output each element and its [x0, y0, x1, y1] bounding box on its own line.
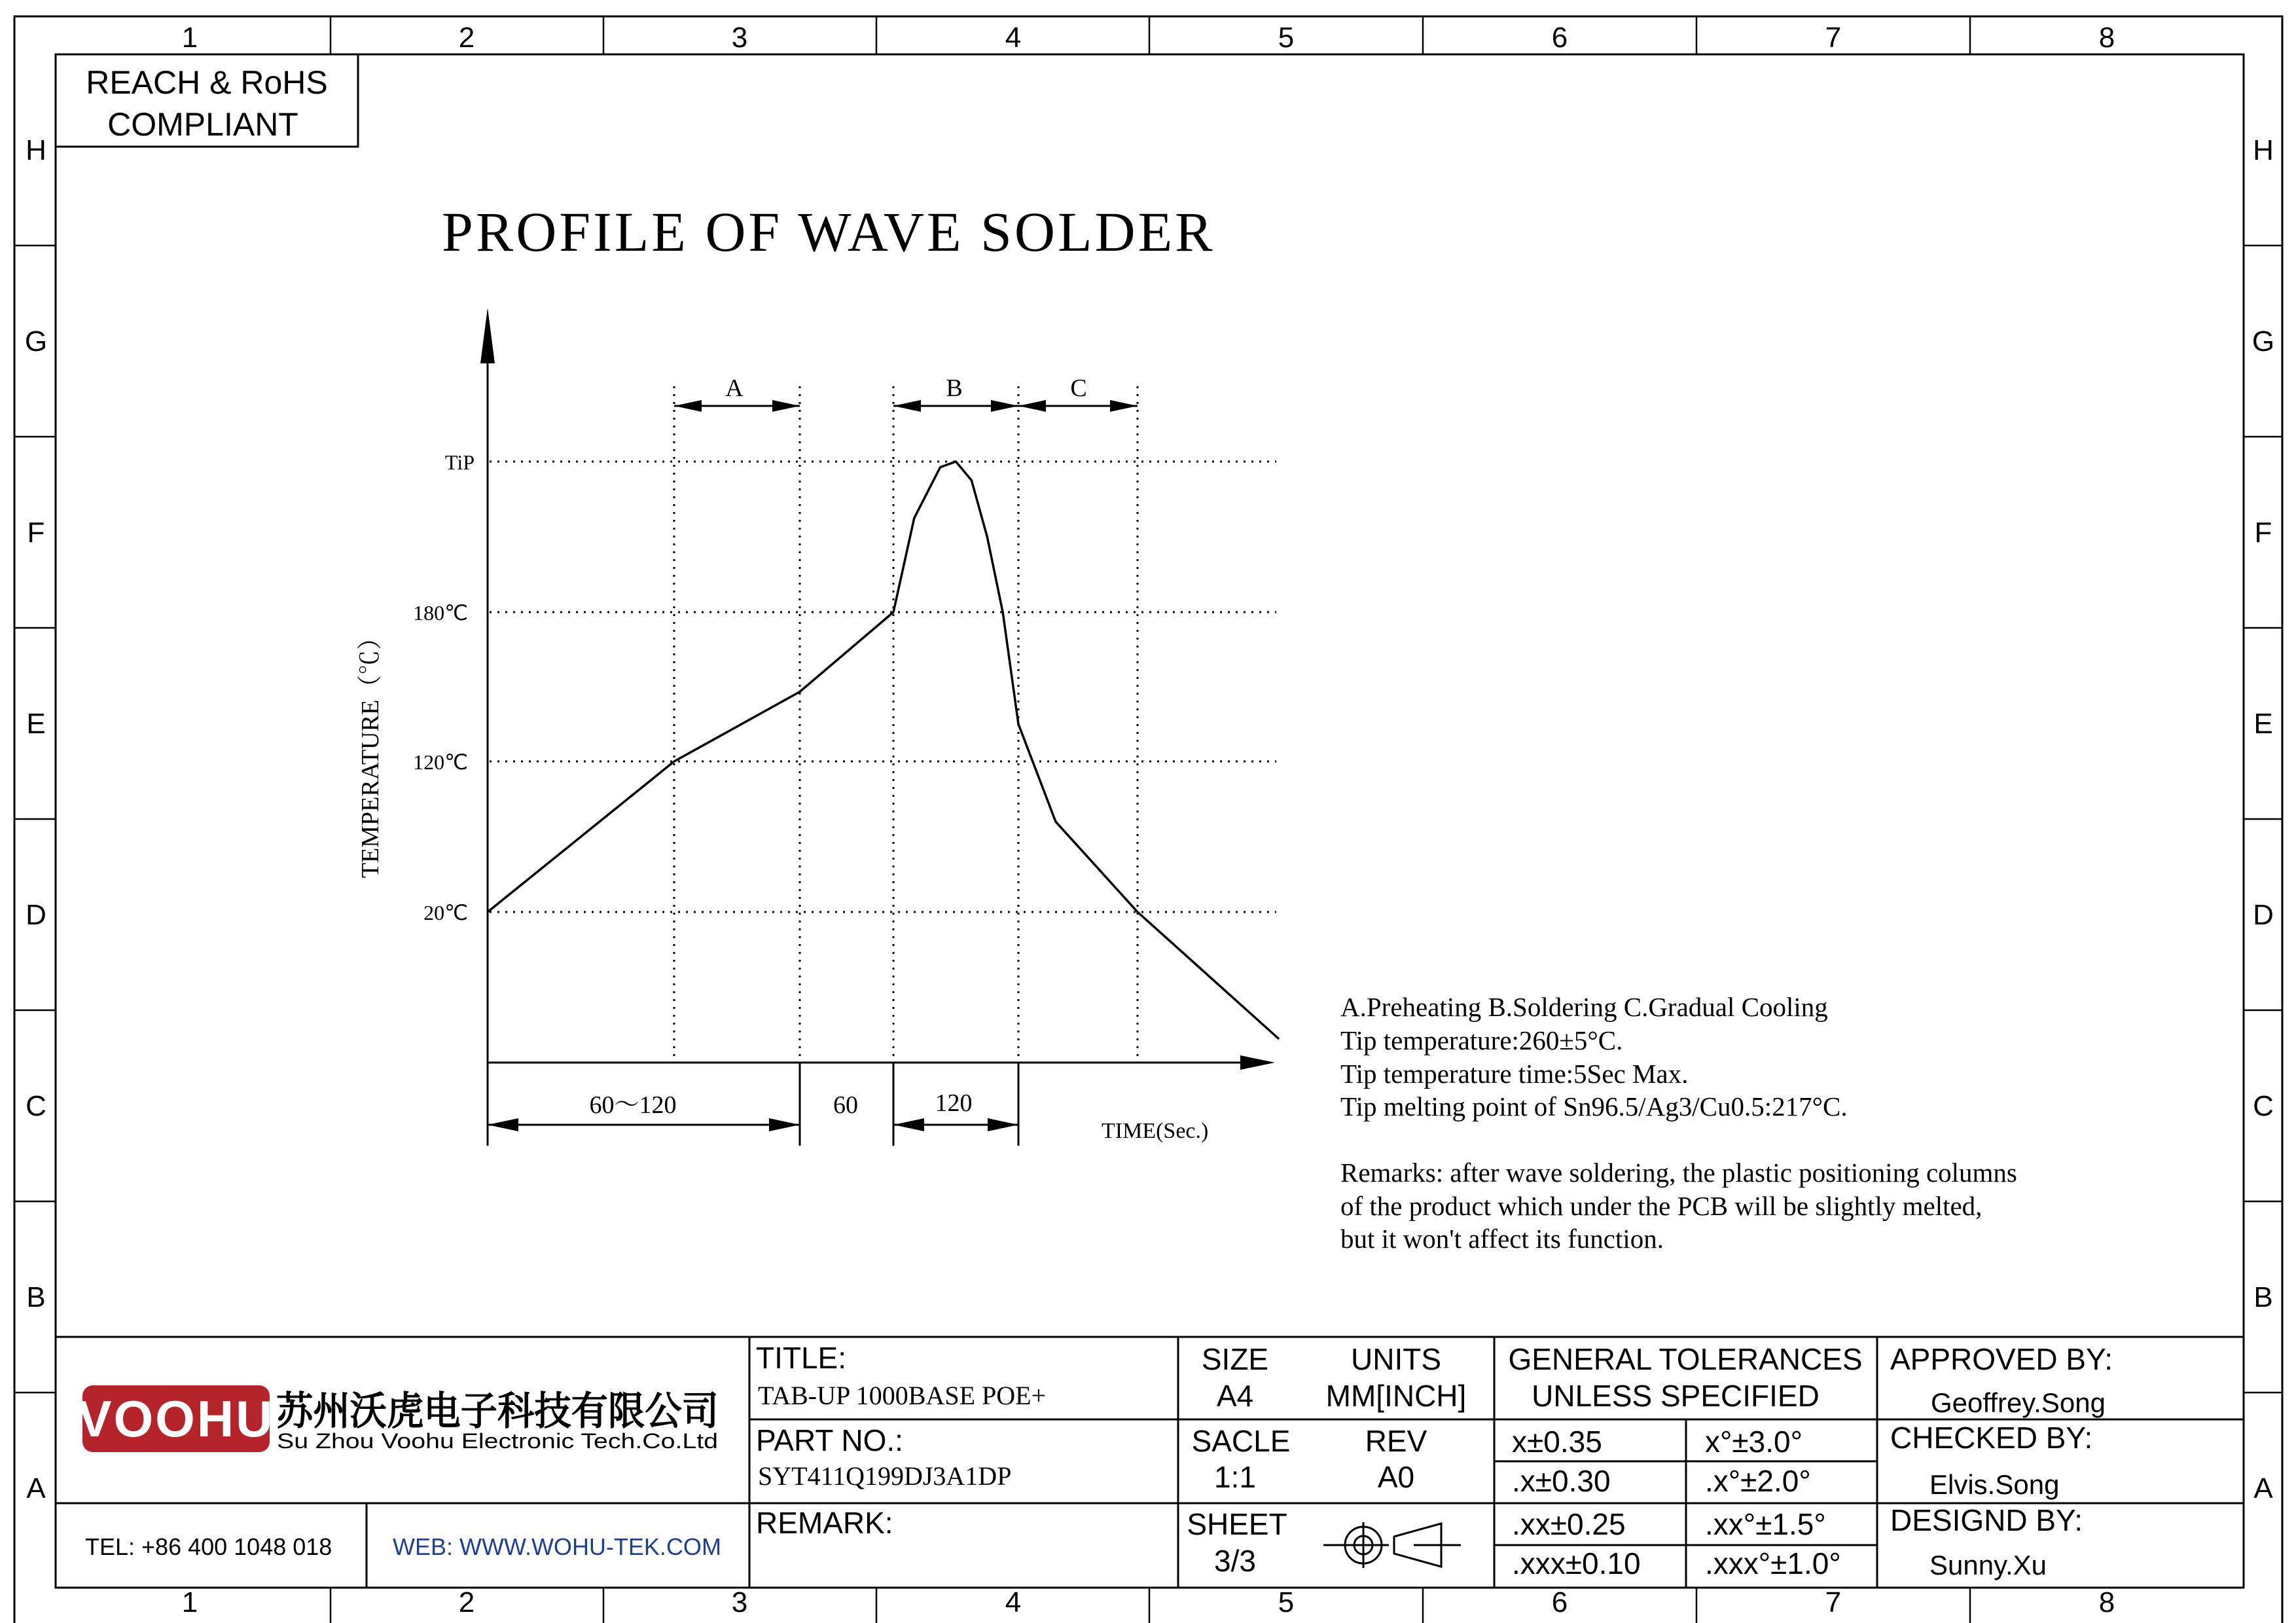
- col-label-bottom-1: 1: [181, 1586, 198, 1618]
- tolerance-angle-2: .xx°±1.5°: [1705, 1507, 1826, 1541]
- company-tel: TEL: +86 400 1048 018: [85, 1533, 332, 1560]
- tolerance-heading-1: GENERAL TOLERANCES: [1508, 1342, 1863, 1376]
- row-label-left-D: D: [26, 899, 46, 931]
- col-label-top-8: 8: [2098, 22, 2115, 54]
- zone-label-b: B: [946, 374, 963, 402]
- scale-label: SACLE: [1191, 1424, 1291, 1458]
- row-label-right-A: A: [2253, 1472, 2273, 1504]
- row-label-right-D: D: [2253, 899, 2274, 931]
- company-name-en: Su Zhou Voohu Electronic Tech.Co.Ltd: [277, 1429, 718, 1453]
- col-label-bottom-3: 3: [731, 1586, 748, 1618]
- row-label-right-F: F: [2254, 517, 2272, 549]
- zone-gridlines: [674, 386, 1138, 1063]
- ytick-tip: TiP: [444, 450, 475, 474]
- y-axis-label: TEMPERATURE（℃）: [357, 625, 384, 879]
- row-label-right-G: G: [2251, 325, 2275, 357]
- wave-solder-chart: [357, 200, 1279, 1146]
- company-name-cn: 苏州沃虎电子科技有限公司: [276, 1389, 719, 1433]
- time-interval-2: 60: [833, 1091, 858, 1119]
- zone-arrows: [674, 400, 1138, 412]
- row-label-right-C: C: [2253, 1090, 2274, 1122]
- row-label-left-H: H: [26, 134, 46, 166]
- col-label-top-6: 6: [1551, 22, 1568, 54]
- designed-label: DESIGND BY:: [1890, 1503, 2083, 1537]
- tolerance-angle-0: x°±3.0°: [1705, 1425, 1803, 1459]
- tolerance-linear-0: x±0.35: [1512, 1425, 1602, 1459]
- col-label-bottom-7: 7: [1825, 1586, 1842, 1618]
- company-logo: [77, 1385, 719, 1453]
- col-label-bottom-8: 8: [2098, 1586, 2115, 1618]
- part-no-value: SYT411Q199DJ3A1DP: [758, 1461, 1012, 1491]
- temperature-profile-line: [488, 462, 1279, 1039]
- row-label-right-B: B: [2253, 1281, 2273, 1313]
- note-remark-1: Remarks: after wave soldering, the plastic positioning columns: [1340, 1158, 2017, 1188]
- tolerance-angle-1: .x°±2.0°: [1705, 1464, 1811, 1498]
- col-label-bottom-2: 2: [458, 1586, 475, 1618]
- units-value: MM[INCH]: [1325, 1379, 1467, 1413]
- chart-title: PROFILE OF WAVE SOLDER: [442, 200, 1215, 263]
- note-legend: A.Preheating B.Soldering C.Gradual Cooling: [1340, 992, 1828, 1022]
- zone-label-a: A: [725, 374, 744, 402]
- ytick-120: 120℃: [413, 750, 468, 774]
- rev-label: REV: [1365, 1424, 1427, 1458]
- row-label-left-F: F: [27, 517, 45, 549]
- col-label-top-4: 4: [1005, 22, 1022, 54]
- brand-wordmark: VOOHU: [77, 1390, 275, 1448]
- col-label-bottom-5: 5: [1278, 1586, 1295, 1618]
- compliance-line1: REACH & RoHS: [86, 64, 328, 101]
- designed-value: Sunny.Xu: [1929, 1550, 2047, 1580]
- checked-label: CHECKED BY:: [1890, 1421, 2093, 1455]
- compliance-box: [56, 54, 358, 147]
- note-remark-3: but it won't affect its function.: [1340, 1224, 1664, 1254]
- zone-label-c: C: [1070, 374, 1087, 402]
- col-label-top-1: 1: [181, 22, 198, 54]
- x-axis-label: TIME(Sec.): [1102, 1119, 1209, 1143]
- col-label-top-5: 5: [1278, 22, 1295, 54]
- tolerance-angle-3: .xxx°±1.0°: [1705, 1546, 1841, 1580]
- size-label: SIZE: [1201, 1342, 1269, 1376]
- col-label-top-2: 2: [458, 22, 475, 54]
- ytick-20: 20℃: [423, 901, 468, 924]
- scale-value: 1:1: [1214, 1460, 1256, 1494]
- approved-value: Geoffrey.Song: [1931, 1387, 2106, 1418]
- col-label-top-3: 3: [731, 22, 748, 54]
- temp-gridlines: [490, 462, 1276, 912]
- notes-block: [1340, 992, 2017, 1254]
- approved-label: APPROVED BY:: [1890, 1342, 2113, 1376]
- row-label-left-E: E: [26, 708, 46, 740]
- tolerance-heading-2: UNLESS SPECIFIED: [1532, 1379, 1820, 1413]
- tolerance-linear-2: .xx±0.25: [1512, 1507, 1626, 1541]
- tolerance-linear-1: .x±0.30: [1512, 1464, 1611, 1498]
- x-axis-arrow: [1240, 1055, 1275, 1070]
- projection-symbol-icon: [1323, 1522, 1461, 1568]
- y-axis-arrow: [480, 308, 495, 363]
- tolerance-linear-3: .xxx±0.10: [1512, 1546, 1641, 1580]
- sheet-label: SHEET: [1187, 1507, 1287, 1541]
- part-no-label: PART NO.:: [756, 1423, 903, 1457]
- note-remark-2: of the product which under the PCB will be slightly melted,: [1340, 1191, 1982, 1221]
- units-label: UNITS: [1351, 1342, 1441, 1376]
- row-label-right-E: E: [2253, 708, 2273, 740]
- row-label-left-C: C: [26, 1090, 46, 1122]
- time-interval-3: 120: [935, 1089, 973, 1117]
- title-value: TAB-UP 1000BASE POE+: [758, 1381, 1047, 1410]
- size-value: A4: [1216, 1379, 1254, 1413]
- row-label-left-B: B: [26, 1281, 46, 1313]
- col-label-top-7: 7: [1825, 22, 1842, 54]
- note-tip-time: Tip temperature time:5Sec Max.: [1340, 1059, 1689, 1089]
- note-tip-temperature: Tip temperature:260±5°C.: [1340, 1025, 1623, 1055]
- rev-value: A0: [1377, 1460, 1415, 1494]
- ytick-180: 180℃: [413, 601, 468, 625]
- col-label-bottom-4: 4: [1005, 1586, 1022, 1618]
- row-label-right-H: H: [2253, 134, 2274, 166]
- row-label-left-A: A: [26, 1472, 46, 1504]
- remark-label: REMARK:: [756, 1506, 893, 1540]
- col-label-bottom-6: 6: [1551, 1586, 1568, 1618]
- time-interval-1: 60～120: [589, 1091, 677, 1119]
- checked-value: Elvis.Song: [1929, 1469, 2060, 1500]
- compliance-line2: COMPLIANT: [107, 106, 298, 143]
- sheet-value: 3/3: [1214, 1544, 1256, 1578]
- row-label-left-G: G: [24, 325, 48, 357]
- title-label: TITLE:: [756, 1341, 847, 1375]
- note-melting-point: Tip melting point of Sn96.5/Ag3/Cu0.5:217°C.: [1340, 1091, 1848, 1122]
- profile-points: [488, 462, 1279, 1039]
- company-web[interactable]: WEB: WWW.WOHU-TEK.COM: [393, 1533, 721, 1560]
